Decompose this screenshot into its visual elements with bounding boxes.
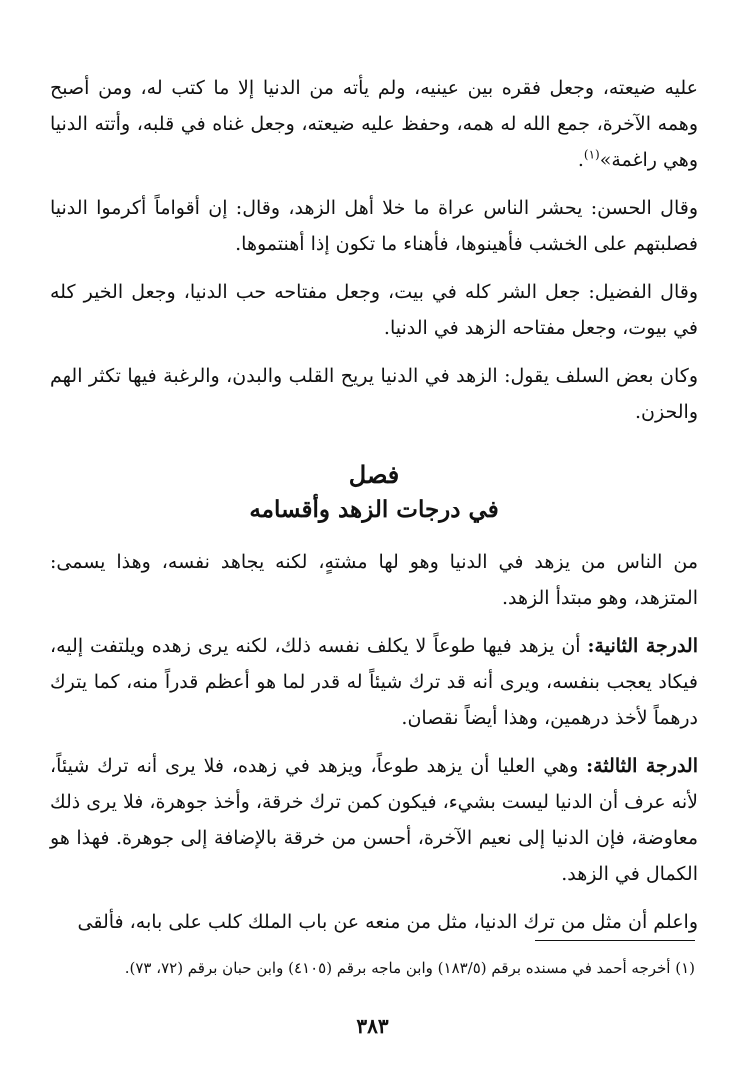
paragraph-4-text: وكان بعض السلف يقول: الزهد في الدنيا يريح القلب والبدن، والرغبة فيها تكثر الهم والحزن.: [50, 365, 698, 423]
paragraph-2: [50, 190, 698, 262]
page-number: ٣٨٣: [356, 1014, 389, 1038]
paragraph-3-text: وقال الفضيل: جعل الشر كله في بيت، وجعل مفتاحه حب الدنيا، وجعل الخير كله في بيوت، وجعل مفتاحه الزهد في الدنيا.: [50, 281, 698, 339]
paragraph-3: [50, 274, 698, 346]
paragraph-1-text: عليه ضيعته، وجعل فقره بين عينيه، ولم يأته من الدنيا إلا ما كتب له، ومن أصبح وهمه الآخرة، جمع الله له همه، وحفظ عليه ضيعته، وجعل غناه في قلبه، وأتته الدنيا وهي راغمة»: [50, 77, 698, 171]
footnote: (١) أخرجه أحمد في مسنده برقم (١٨٣/٥) وابن ماجه برقم (٤١٠٥) وابن حبان برقم (٧٢، ٧٣).: [124, 959, 695, 977]
section-paragraph-2: [50, 628, 698, 736]
section-paragraph-4: [50, 904, 698, 940]
section-subtitle: في درجات الزهد وأقسامه: [249, 496, 499, 523]
section-paragraph-3: [50, 748, 698, 892]
footnote-divider: [535, 940, 695, 941]
section-title: فصل: [348, 460, 400, 489]
section-heading: [50, 458, 698, 528]
section-paragraph-1: [50, 544, 698, 616]
section-paragraph-1-text: من الناس من يزهد في الدنيا وهو لها مشتهٍ، لكنه يجاهد نفسه، وهذا يسمى: المتزهد، وهو مبتدأ الزهد.: [50, 551, 698, 609]
paragraph-2-text: وقال الحسن: يحشر الناس عراة ما خلا أهل الزهد، وقال: إن أقواماً أكرموا الدنيا فصلبتهم على الخشب فأهينوها، فأهناء ما تكون إذا أهنتموها.: [50, 197, 698, 255]
section-paragraph-4-text: واعلم أن مثل من ترك الدنيا، مثل من منعه عن باب الملك كلب على بابه، فألقى: [77, 911, 698, 933]
footnote-reference[interactable]: (١): [583, 147, 600, 162]
degree-three-label: الدرجة الثالثة:: [586, 755, 699, 777]
page-body: [50, 70, 698, 952]
section-paragraph-2-text: أن يزهد فيها طوعاً لا يكلف نفسه ذلك، لكنه يرى زهده ويلتفت إليه، فيكاد يعجب بنفسه، ويرى أنه قد ترك شيئاً له قدر لما هو أعظم قدراً منه، كما يترك درهماً لأخذ درهمين، وهذا أيضاً نقصان.: [50, 635, 698, 729]
paragraph-4: [50, 358, 698, 430]
paragraph-1-tail: .: [577, 149, 584, 171]
paragraph-1: [50, 70, 698, 178]
degree-two-label: الدرجة الثانية:: [587, 635, 698, 657]
section-paragraph-3-text: وهي العليا أن يزهد طوعاً، ويزهد في زهده، فلا يرى أنه ترك شيئاً، لأنه عرف أن الدنيا ليست بشيء، فيكون كمن ترك خرقة، وأخذ جوهرة، فلا يرى ذلك معاوضة، فإن الدنيا إلى نعيم الآخرة، أحسن من خرقة بالإضافة إلى جوهرة. فهذا هو الكمال في الزهد.: [49, 755, 698, 885]
